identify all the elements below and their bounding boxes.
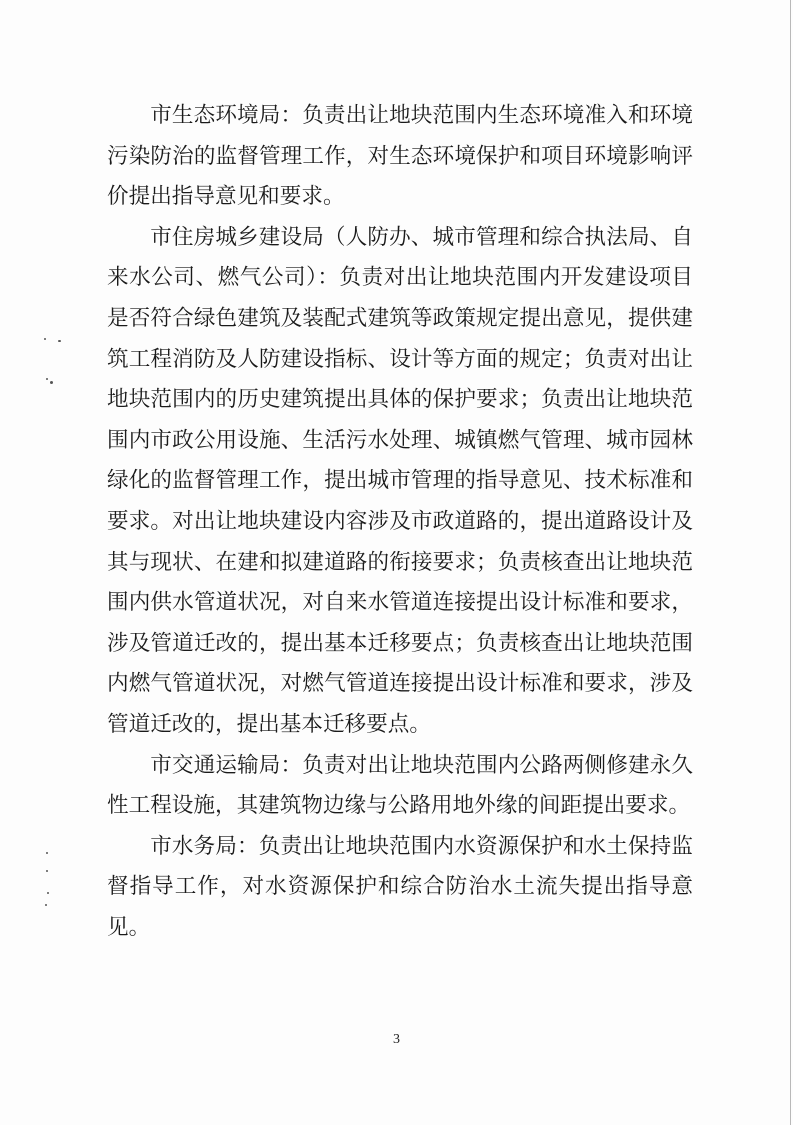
page-number: 3 — [393, 1032, 400, 1047]
scan-speck — [44, 338, 46, 340]
scan-speck — [46, 378, 48, 380]
scan-speck — [46, 870, 48, 872]
scan-speck — [47, 892, 49, 894]
paragraph-ecology-bureau: 市生态环境局：负责出让地块范围内生态环境准入和环境污染防治的监督管理工作，对生态环境保护和项目环境影响评价提出指导意见和要求。 — [107, 103, 693, 210]
scan-speck — [46, 852, 48, 854]
scan-edge-line — [790, 0, 791, 1125]
document-body — [107, 96, 693, 948]
scan-speck — [58, 340, 61, 342]
scan-speck — [45, 904, 47, 906]
paragraph-transport-bureau: 市交通运输局：负责对出让地块范围内公路两侧修建永久性工程设施，其建筑物边缘与公路用地外缘的间距提出要求。 — [107, 752, 693, 819]
paragraph-housing-bureau: 市住房城乡建设局（人防办、城市管理和综合执法局、自来水公司、燃气公司）：负责对出让地块范围内开发建设项目是否符合绿色建筑及装配式建筑等政策规定提出意见，提供建筑工程消防及人防建设指标、设计等方面的规定；负责对出让地块范围内的历史建筑提出具体的保护要求；负责出让地块范围内市政公用设施、生活污水处理、城镇燃气管理、城市园林绿化的监督管理工作，提出城市管理的指导意见、技术标准和要求。对出让地块建设内容涉及市政道路的，提出道路设计及其与现状、在建和拟建道路的衔接要求；负责核查出让地块范围内供水管道状况，对自来水管道连接提出设计标准和要求，涉及管道迁改的，提出基本迁移要点；负责核查出让地块范围内燃气管道状况，对燃气管道连接提出设计标准和要求，涉及管道迁改的，提出基本迁移要点。 — [107, 224, 693, 737]
scan-speck — [50, 381, 53, 384]
paragraph-water-bureau: 市水务局：负责出让地块范围内水资源保护和水土保持监督指导工作，对水资源保护和综合防治水土流失提出指导意见。 — [107, 833, 693, 940]
